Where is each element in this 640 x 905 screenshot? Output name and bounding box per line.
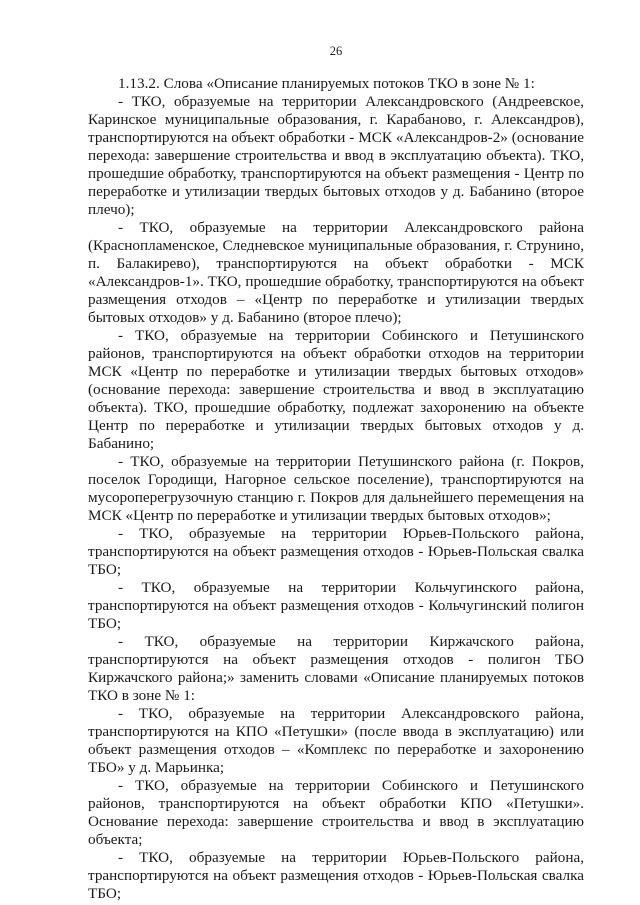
paragraph-item: - ТКО, образуемые на территории Собинского и Петушинского районов, транспортируются на объект обработки КПО «Петушки». Основание перехода: завершение строительства и ввод в эксплуатацию объекта;	[88, 777, 584, 848]
paragraph-item: - ТКО, образуемые на территории Собинского и Петушинского районов, транспортируются на объект обработки отходов на территории МСК «Центр по переработке и утилизации твердых бытовых отходов» (основание перехода: завершение строительства и ввод в эксплуатацию объекта). ТКО, прошедшие обработку, подлежат захоронению на объекте Центр по переработке и утилизации твердых бытовых отходов у д. Бабанино;	[88, 327, 584, 452]
paragraph-item: - ТКО, образуемые на территории Юрьев-Польского района, транспортируются на объект размещения отходов - Юрьев-Польская свалка ТБО;	[88, 525, 584, 578]
paragraph-heading-1-13-2: 1.13.2. Слова «Описание планируемых потоков ТКО в зоне № 1:	[118, 75, 535, 92]
paragraph-item: - ТКО, образуемые на территории Петушинского района (г. Покров, поселок Городищи, Нагорное сельское поселение), транспортируются на мусороперегрузочную станцию г. Покров для дальнейшего перемещения на МСК «Центр по переработке и утилизации твердых бытовых отходов»;	[88, 453, 584, 524]
page-number: 26	[329, 44, 343, 58]
paragraph-item: - ТКО, образуемые на территории Юрьев-Польского района, транспортируются на объект размещения отходов - Юрьев-Польская свалка ТБО;	[88, 849, 584, 902]
paragraph-item: - ТКО, образуемые на территории Киржачского района, транспортируются на объект размещения отходов - полигон ТБО Киржачского района;» заменить словами «Описание планируемых потоков ТКО в зоне № 1:	[88, 633, 584, 704]
document-body	[88, 75, 584, 903]
paragraph-item: - ТКО, образуемые на территории Александровского района, транспортируются на КПО «Петушки» (после ввода в эксплуатацию) или объект размещения отходов – «Комплекс по переработке и захоронению ТБО» у д. Марьинка;	[88, 705, 584, 776]
paragraph-item: - ТКО, образуемые на территории Александровского района (Краснопламенское, Следневское муниципальные образования, г. Струнино, п. Балакирево), транспортируются на объект обработки - МСК «Александров-1». ТКО, прошедшие обработку, транспортируются на объект размещения отходов – «Центр по переработке и утилизации твердых бытовых отходов» у д. Бабанино (второе плечо);	[88, 219, 584, 326]
paragraph-item: - ТКО, образуемые на территории Александровского (Андреевское, Каринское муниципальные образования, г. Карабаново, г. Александров), транспортируются на объект обработки - МСК «Александров-2» (основание перехода: завершение строительства и ввод в эксплуатацию объекта). ТКО, прошедшие обработку, транспортируются на объект размещения - Центр по переработке и утилизации твердых бытовых отходов у д. Бабанино (второе плечо);	[88, 93, 584, 218]
paragraph-item: - ТКО, образуемые на территории Кольчугинского района, транспортируются на объект размещения отходов - Кольчугинский полигон ТБО;	[88, 579, 584, 632]
